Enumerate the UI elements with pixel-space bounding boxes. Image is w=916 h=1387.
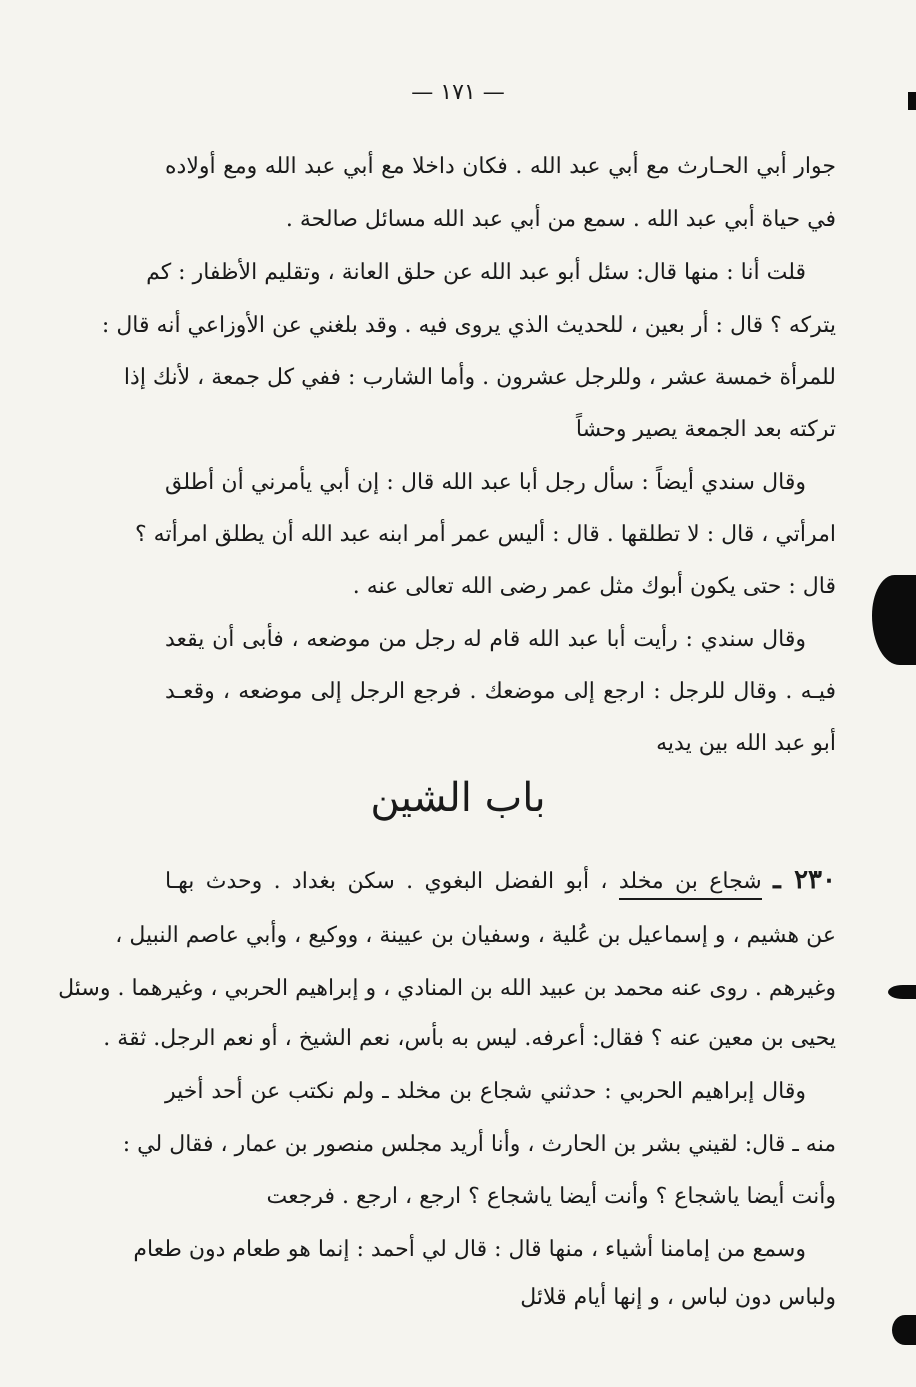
text-line: في حياة أبي عبد الله . سمع من أبي عبد الله مسائل صالحة . (285, 207, 836, 232)
section-heading: باب الشين (370, 775, 546, 821)
ink-blot (888, 985, 916, 999)
text-line: وأنت أيضا ياشجاع ؟ وأنت أيضا ياشجاع ؟ ارجع ، ارجع . فرجعت (266, 1184, 836, 1209)
entry-name: شجاع بن مخلد (619, 869, 762, 900)
text-line: عن هشيم ، و إسماعيل بن عُلية ، وسفيان بن عيينة ، ووكيع ، وأبي عاصم النبيل ، (115, 923, 836, 948)
text-line: جوار أبي الحـارث مع أبي عبد الله . فكان داخلا مع أبي عبد الله ومع أولاده (165, 154, 837, 179)
ink-blot (908, 92, 916, 110)
text-line: قال : حتى يكون أبوك مثل عمر رضى الله تعالى عنه . (352, 574, 836, 599)
entry-heading-line (165, 865, 836, 897)
text-line: وقال سندي : رأيت أبا عبد الله قام له رجل من موضعه ، فأبى أن يقعد (165, 627, 806, 652)
text-line: وقال إبراهيم الحربي : حدثني شجاع بن مخلد ـ ولم نكتب عن أحد أخير (165, 1079, 806, 1104)
text-line: تركته بعد الجمعة يصير وحشاً (575, 417, 836, 442)
ink-blot (892, 1315, 916, 1345)
entry-number: ٢٣٠ ـ (773, 865, 836, 895)
text-line: يتركه ؟ قال : أر بعين ، للحديث الذي يروى فيه . وقد بلغني عن الأوزاعي أنه قال : (101, 313, 836, 338)
text-line: قلت أنا : منها قال: سئل أبو عبد الله عن حلق العانة ، وتقليم الأظفار : كم (146, 260, 806, 285)
text-line: أبو عبد الله بين يديه (656, 731, 836, 756)
text-line: وغيرهم . روى عنه محمد بن عبيد الله بن المنادي ، و إبراهيم الحربي ، وغيرهما . وسئل (58, 976, 836, 1001)
text-line: وقال سندي أيضاً : سأل رجل أبا عبد الله قال : إن أبي يأمرني أن أطلق (165, 470, 806, 495)
ink-blot (872, 575, 916, 665)
page-number: — ١٧١ — (411, 80, 505, 105)
entry-heading-rest: ، أبو الفضل البغوي . سكن بغداد . وحدث بهـا (165, 869, 608, 894)
text-line: ولباس دون لباس ، و إنها أيام قلائل (520, 1285, 836, 1310)
text-line: للمرأة خمسة عشر ، وللرجل عشرون . وأما الشارب : ففي كل جمعة ، لأنك إذا (123, 365, 836, 390)
text-line: وسمع من إمامنا أشياء ، منها قال : قال لي أحمد : إنما هو طعام دون طعام (133, 1237, 806, 1262)
text-line: امرأتي ، قال : لا تطلقها . قال : أليس عمر أمر ابنه عبد الله أن يطلق امرأته ؟ (135, 522, 836, 547)
text-line: منه ـ قال: لقيني بشر بن الحارث ، وأنا أريد مجلس منصور بن عمار ، فقال لي : (122, 1132, 836, 1157)
text-line: فيـه . وقال للرجل : ارجع إلى موضعك . فرجع الرجل إلى موضعه ، وقعـد (165, 679, 836, 704)
text-line: يحيى بن معين عنه ؟ فقال: أعرفه. ليس به بأس، نعم الشيخ ، أو نعم الرجل. ثقة . (103, 1026, 836, 1051)
